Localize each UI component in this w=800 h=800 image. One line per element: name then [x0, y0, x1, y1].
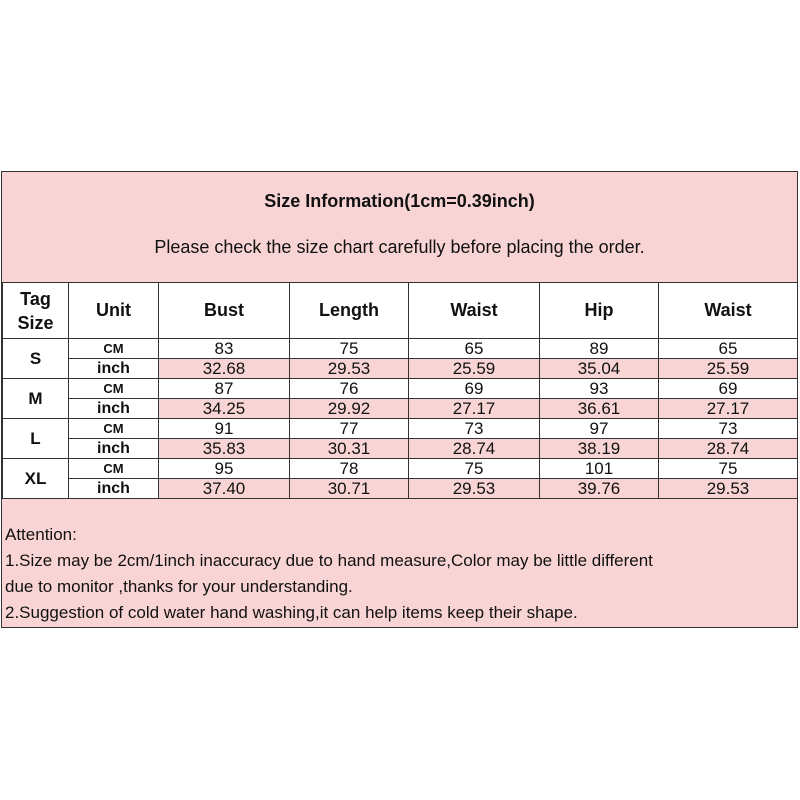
measurement-cell: 75: [659, 459, 798, 479]
column-header-waist-2: Waist: [659, 283, 798, 339]
size-chart-subtitle: Please check the size chart carefully before placing the order.: [154, 237, 645, 257]
measurement-cell: 75: [409, 459, 540, 479]
measurement-cell: 83: [159, 339, 290, 359]
measurement-cell: 29.92: [290, 399, 409, 419]
measurement-cell: 65: [659, 339, 798, 359]
measurement-cell: 36.61: [540, 399, 659, 419]
attention-line-2: due to monitor ,thanks for your understanding.: [5, 577, 353, 596]
unit-cell: inch: [69, 359, 159, 379]
size-chart-title: Size Information(1cm=0.39inch): [264, 191, 535, 211]
column-header-waist: Waist: [409, 283, 540, 339]
measurement-cell: 95: [159, 459, 290, 479]
unit-cell: inch: [69, 479, 159, 499]
size-chart-header: [2, 172, 797, 283]
table-row: [3, 419, 798, 439]
attention-heading: Attention:: [5, 525, 77, 544]
measurement-cell: 35.83: [159, 439, 290, 459]
unit-header: Unit: [69, 283, 159, 339]
measurement-cell: 69: [659, 379, 798, 399]
measurement-cell: 29.53: [409, 479, 540, 499]
attention-line-1: 1.Size may be 2cm/1inch inaccuracy due to hand measure,Color may be little different: [5, 551, 653, 570]
unit-cell: inch: [69, 439, 159, 459]
size-label: S: [3, 339, 69, 379]
measurement-cell: 27.17: [409, 399, 540, 419]
measurement-cell: 35.04: [540, 359, 659, 379]
measurement-cell: 97: [540, 419, 659, 439]
size-label: M: [3, 379, 69, 419]
measurement-cell: 28.74: [409, 439, 540, 459]
measurement-cell: 93: [540, 379, 659, 399]
unit-cell: CM: [69, 339, 159, 359]
measurement-cell: 87: [159, 379, 290, 399]
table-row: [3, 359, 798, 379]
size-label: XL: [3, 459, 69, 499]
measurement-cell: 25.59: [409, 359, 540, 379]
table-row: [3, 339, 798, 359]
tag-size-header: Tag Size: [3, 283, 69, 339]
measurement-cell: 29.53: [290, 359, 409, 379]
attention-notes: [5, 522, 795, 626]
unit-cell: CM: [69, 379, 159, 399]
measurement-cell: 78: [290, 459, 409, 479]
attention-line-3: 2.Suggestion of cold water hand washing,it can help items keep their shape.: [5, 603, 578, 622]
measurement-cell: 28.74: [659, 439, 798, 459]
measurement-cell: 77: [290, 419, 409, 439]
measurement-cell: 76: [290, 379, 409, 399]
unit-cell: inch: [69, 399, 159, 419]
size-label: L: [3, 419, 69, 459]
measurement-cell: 25.59: [659, 359, 798, 379]
column-header-length: Length: [290, 283, 409, 339]
measurement-cell: 38.19: [540, 439, 659, 459]
measurement-cell: 65: [409, 339, 540, 359]
measurement-cell: 75: [290, 339, 409, 359]
measurement-cell: 27.17: [659, 399, 798, 419]
unit-cell: CM: [69, 419, 159, 439]
measurement-cell: 39.76: [540, 479, 659, 499]
measurement-cell: 69: [409, 379, 540, 399]
table-header-row: [3, 283, 798, 339]
table-row: [3, 379, 798, 399]
size-chart-panel: [1, 171, 798, 628]
measurement-cell: 91: [159, 419, 290, 439]
measurement-cell: 34.25: [159, 399, 290, 419]
column-header-hip: Hip: [540, 283, 659, 339]
measurement-cell: 89: [540, 339, 659, 359]
size-table: [2, 282, 798, 499]
measurement-cell: 30.71: [290, 479, 409, 499]
table-row: [3, 459, 798, 479]
measurement-cell: 37.40: [159, 479, 290, 499]
unit-cell: CM: [69, 459, 159, 479]
column-header-bust: Bust: [159, 283, 290, 339]
measurement-cell: 101: [540, 459, 659, 479]
measurement-cell: 30.31: [290, 439, 409, 459]
table-row: [3, 399, 798, 419]
table-row: [3, 479, 798, 499]
measurement-cell: 29.53: [659, 479, 798, 499]
measurement-cell: 73: [659, 419, 798, 439]
measurement-cell: 32.68: [159, 359, 290, 379]
table-row: [3, 439, 798, 459]
measurement-cell: 73: [409, 419, 540, 439]
